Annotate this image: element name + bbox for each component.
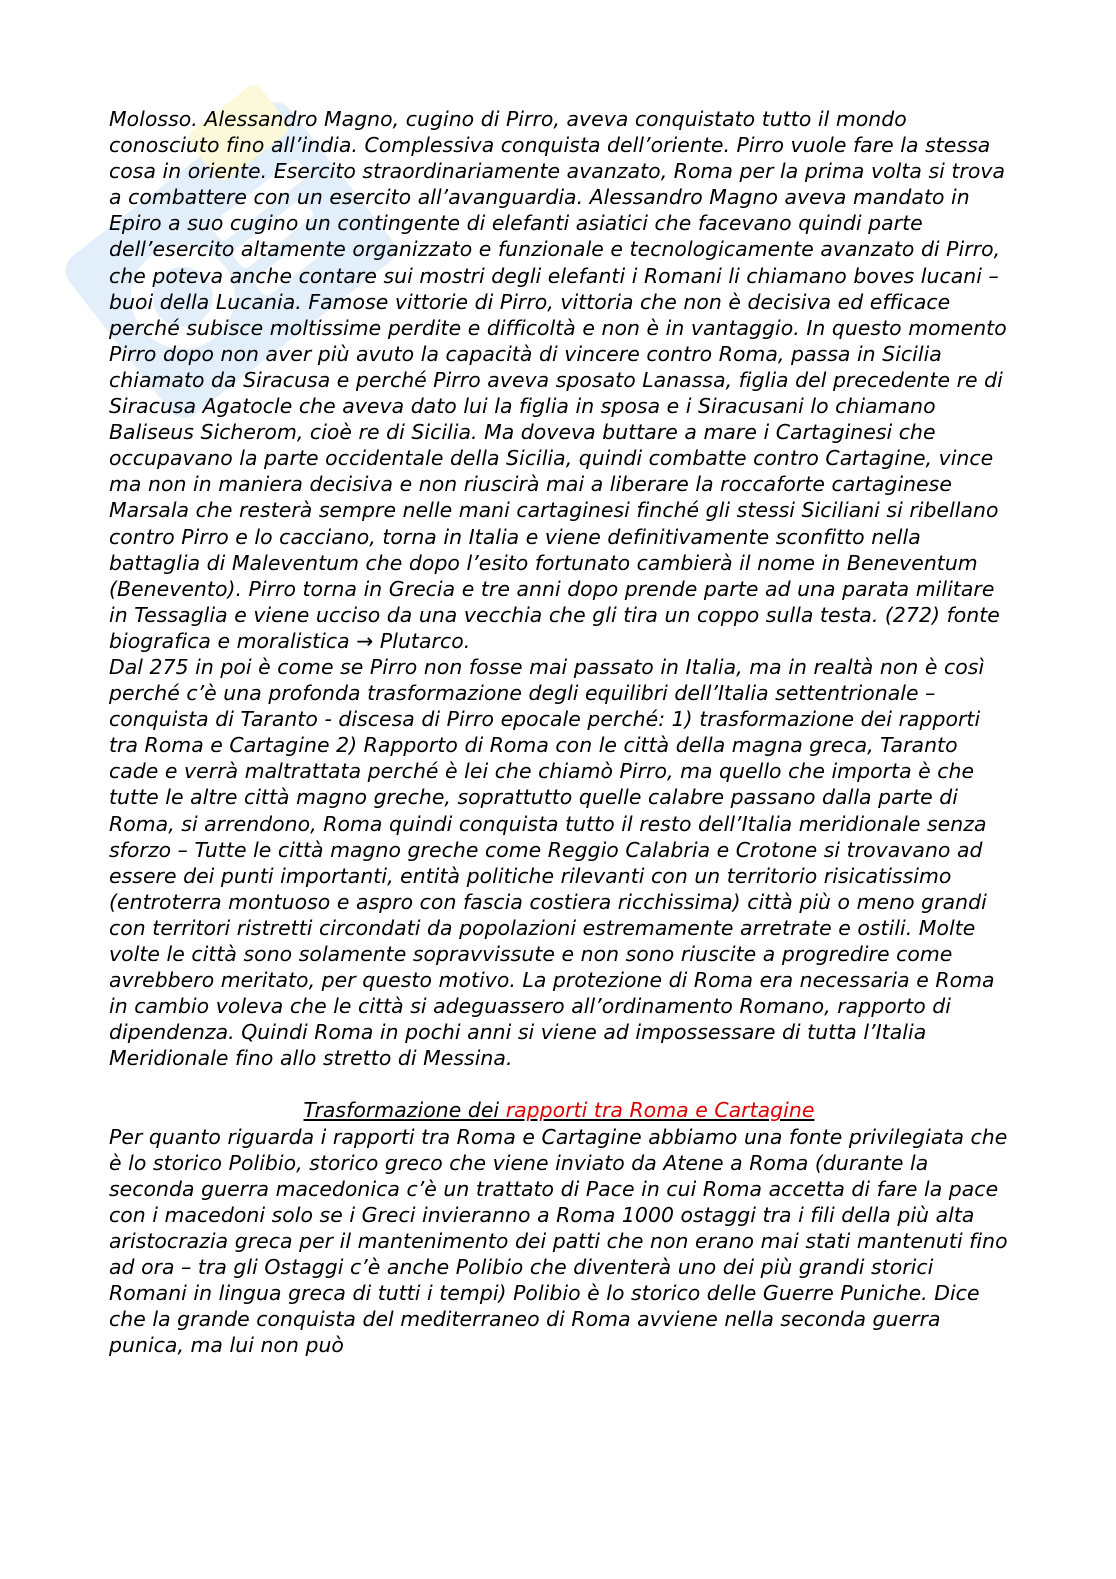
document-body <box>109 106 1009 1358</box>
paragraph-pirro: Molosso. Alessandro Magno, cugino di Pirro, aveva conquistato tutto il mondo conosciuto fino all’india. Complessiva conquista dell’oriente. Pirro vuole fare la stessa cosa in oriente. Esercito straordinariamente avanzato, Roma per la prima volta si trova a combattere con un esercito all’avanguardia. Alessandro Magno aveva mandato in Epiro a suo cugino un contingente di elefanti asiatici che facevano quindi parte dell’esercito altamente organizzato e funzionale e tecnologicamente avanzato di Pirro, che poteva anche contare sui mostri degli elefanti i Romani li chiamano boves lucani – buoi della Lucania. Famose vittorie di Pirro, vittoria che non è decisiva ed efficace perché subisce moltissime perdite e difficoltà e non è in vantaggio. In questo momento Pirro dopo non aver più avuto la capacità di vincere contro Roma, passa in Sicilia chiamato da Siracusa e perché Pirro aveva sposato Lanassa, figlia del precedente re di Siracusa Agatocle che aveva dato lui la figlia in sposa e i Siracusani lo chiamano Baliseus Sicherom, cioè re di Sicilia. Ma doveva buttare a mare i Cartaginesi che occupavano la parte occidentale della Sicilia, quindi combatte contro Cartagine, vince ma non in maniera decisiva e non riuscirà mai a liberare la roccaforte cartaginese Marsala che resterà sempre nelle mani cartaginesi finché gli stessi Siciliani si ribellano contro Pirro e lo cacciano, torna in Italia e viene definitivamente sconfitto nella battaglia di Maleventum che dopo l’esito fortunato cambierà il nome in Beneventum (Benevento). Pirro torna in Grecia e tre anni dopo prende parte ad una parata militare in Tessaglia e viene ucciso da una vecchia che gli tira un coppo sulla testa. (272) fonte biografica e moralistica → Plutarco. <box>109 107 1007 653</box>
section-heading-plain: Trasformazione dei <box>303 1098 506 1123</box>
paragraph-polibio: Per quanto riguarda i rapporti tra Roma e Cartagine abbiamo una fonte privilegiata che è lo storico Polibio, storico greco che viene inviato da Atene a Roma (durante la seconda guerra macedonica c’è un trattato di Pace in cui Roma accetta di fare la pace con i macedoni solo se i Greci invieranno a Roma 1000 ostaggi tra i fili della più alta aristocrazia greca per il mantenimento dei patti che non erano mai stati mantenuti fino ad ora – tra gli Ostaggi c’è anche Polibio che diventerà uno dei più grandi storici Romani in lingua greca di tutti i tempi) Polibio è lo storico delle Guerre Puniche. Dice che la grande conquista del mediterraneo di Roma avviene nella seconda guerra punica, ma lui non può <box>109 1124 1008 1358</box>
section-heading <box>109 1097 1009 1123</box>
section-heading-accent: rapporti tra Roma e Cartagine <box>505 1098 815 1123</box>
paragraph-magna-grecia: Dal 275 in poi è come se Pirro non fosse mai passato in Italia, ma in realtà non è così perché c’è una profonda trasformazione degli equilibri dell’Italia settentrionale – conquista di Taranto - discesa di Pirro epocale perché: 1) trasformazione dei rapporti tra Roma e Cartagine 2) Rapporto di Roma con le città della magna greca, Taranto cade e verrà maltrattata perché è lei che chiamò Pirro, ma quello che importa è che tutte le altre città magno greche, soprattutto quelle calabre passano dalla parte di Roma, si arrendono, Roma quindi conquista tutto il resto dell’Italia meridionale senza sforzo – Tutte le città magno greche come Reggio Calabria e Crotone si trovavano ad essere dei punti importanti, entità politiche rilevanti con un territorio risicatissimo (entroterra montuoso e aspro con fascia costiera ricchissima) città più o meno grandi con territori ristretti circondati da popolazioni estremamente arretrate e ostili. Molte volte le città sono solamente sopravvissute e non sono riuscite a progredire come avrebbero meritato, per questo motivo. La protezione di Roma era necessaria e Roma in cambio voleva che le città si adeguassero all’ordinamento Romano, rapporto di dipendenza. Quindi Roma in pochi anni si viene ad impossessare di tutta l’Italia Meridionale fino allo stretto di Messina. <box>109 654 995 1071</box>
